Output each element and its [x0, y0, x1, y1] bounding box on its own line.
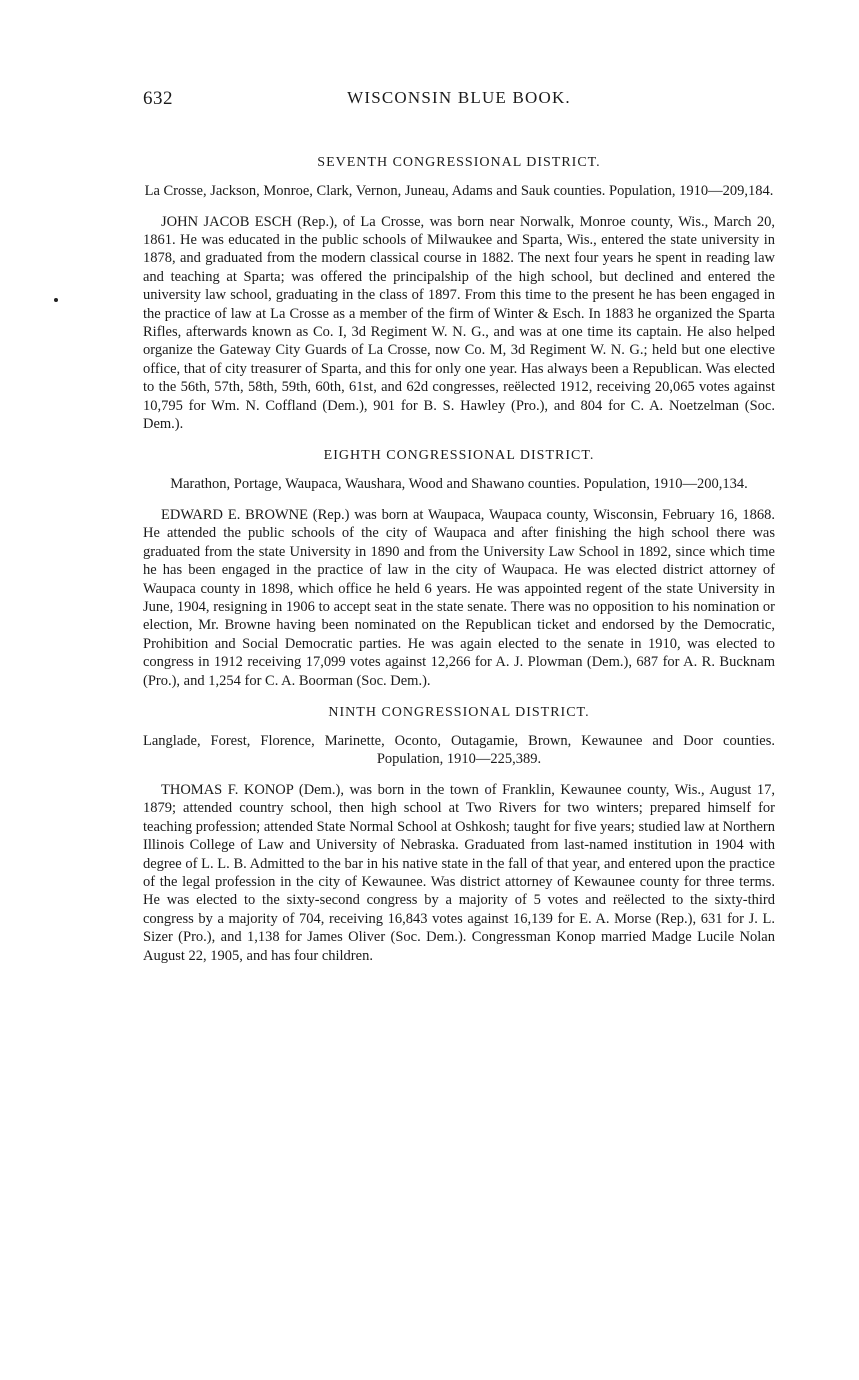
biography-text: (Dem.), was born in the town of Franklin, Kewaunee county, Wis., August 17, 1879; attended country school, then high school at Two Rivers for two winters; prepared himself for teaching profession; attended State Normal School at Oshkosh; taught for five years; studied law at Northern Illinois College of Law and University of Nebraska. Graduated from last-named institution in 1904 with degree of L. L. B. Admitted to the bar in his native state in the fall of that year, and entered upon the practice of the legal profession in the city of Kewaunee. Was district attorney of Kewaunee county for three terms. He was elected to the sixty-second congress by a majority of 5 votes and reëlected to the sixty-third congress by a majority of 704, receiving 16,843 votes against 16,139 for E. A. Morse (Rep.), 631 for J. L. Sizer (Pro.), and 1,138 for James Oliver (Soc. Dem.). Congressman Konop married Madge Lucile Nolan August 22, 1905, and has four children. [143, 781, 775, 964]
district-section-ninth [143, 704, 775, 965]
biography-name: EDWARD E. BROWNE [161, 506, 308, 523]
district-section-seventh [143, 154, 775, 433]
district-counties: Langlade, Forest, Florence, Marinette, Oconto, Outagamie, Brown, Kewaunee and Door counties. Population, 1910—225,389. [143, 732, 775, 768]
biography-name: JOHN JACOB ESCH [161, 213, 292, 230]
district-section-eighth [143, 447, 775, 690]
district-counties: Marathon, Portage, Waupaca, Waushara, Wood and Shawano counties. Population, 1910—200,134. [170, 476, 748, 493]
running-head [143, 88, 775, 118]
biography-text: (Rep.), of La Crosse, was born near Norwalk, Monroe county, Wis., March 20, 1861. He was educated in the public schools of Milwaukee and Sparta, Wis., entered the state university in 1878, and graduated from the modern classical course in 1882. The next four years he spent in reading law and teaching at Sparta; was offered the principalship of the high school, but declined and entered the university law school, graduating in the class of 1897. From this time to the present he has been engaged in the practice of law at La Crosse as a member of the firm of Winter & Esch. In 1883 he organized the Sparta Rifles, afterwards known as Co. I, 3d Regiment W. N. G., and was at one time its captain. He also helped organize the Gateway City Guards of La Crosse, now Co. M, 3d Regiment W. N. G.; held but one elective office, that of city treasurer of Sparta, and this for only one year. Has always been a Republican. Was elected to the 56th, 57th, 58th, 59th, 60th, 61st, and 62d congresses, reëlected 1912, receiving 20,065 votes against 10,795 for Wm. N. Coffland (Dem.), 901 for B. S. Hawley (Pro.), and 804 for C. A. Noetzelman (Soc. Dem.). [143, 213, 775, 432]
district-heading: EIGHTH CONGRESSIONAL DISTRICT. [323, 448, 595, 464]
district-counties: La Crosse, Jackson, Monroe, Clark, Vernon, Juneau, Adams and Sauk counties. Population, 1910—209,184. [144, 183, 774, 199]
district-heading: SEVENTH CONGRESSIONAL DISTRICT. [317, 155, 601, 170]
district-heading: NINTH CONGRESSIONAL DISTRICT. [328, 704, 590, 720]
page-body [143, 154, 775, 979]
biography-paragraph [143, 781, 775, 965]
page-number: 632 [143, 88, 173, 109]
running-title: WISCONSIN BLUE BOOK. [347, 88, 571, 107]
biography-name: THOMAS F. KONOP [161, 781, 294, 798]
stray-mark [54, 298, 58, 302]
biography-paragraph [143, 213, 775, 434]
biography-text: (Rep.) was born at Waupaca, Waupaca county, Wisconsin, February 16, 1868. He attended the public schools of the city of Waupaca and after finishing the high school there was graduated from the state University in 1890 and from the University Law School in 1892, since which time he has been engaged in the practice of law in the city of Waupaca. He was elected district attorney of Waupaca county in 1898, which office he held 6 years. He was appointed regent of the state University in June, 1904, resigning in 1906 to accept seat in the state senate. There was no opposition to his nomination or election, Mr. Browne having been nominated on the Republican ticket and endorsed by the Democratic, Prohibition and Social Democratic parties. He was again elected to the senate in 1910, was elected to congress in 1912 receiving 17,099 votes against 12,266 for A. J. Plowman (Dem.), 687 for A. R. Bucknam (Pro.), and 1,254 for C. A. Boorman (Soc. Dem.). [143, 506, 775, 689]
biography-paragraph [143, 506, 775, 690]
